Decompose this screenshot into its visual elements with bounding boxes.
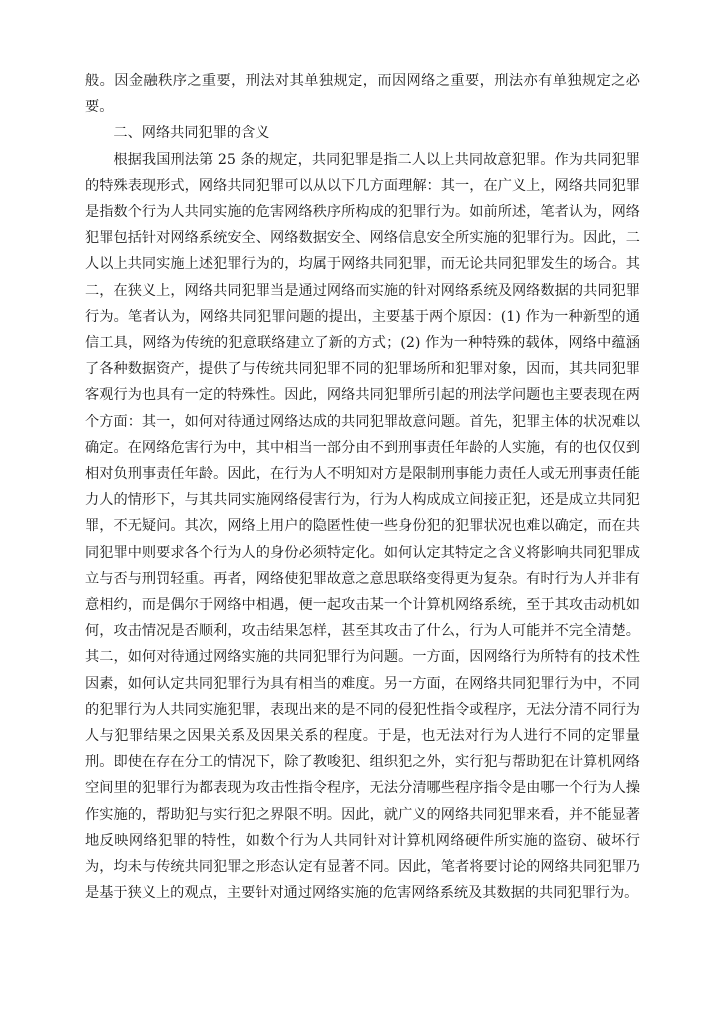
section-heading: 二、网络共同犯罪的含义 [113,125,270,142]
carryover-paragraph: 般。因金融秩序之重要，刑法对其单独规定，而因网络之重要，刑法亦有单独规定之必要。 [85,73,640,116]
document-body [85,68,640,907]
body-paragraph: 根据我国刑法第 25 条的规定，共同犯罪是指二人以上共同故意犯罪。作为共同犯罪的特殊表现形式，网络共同犯罪可以从以下几方面理解：其一，在广义上，网络共同犯罪是指数个行为人共同实施的危害网络秩序所构成的犯罪行为。如前所述，笔者认为，网络犯罪包括针对网络系统安全、网络数据安全、网络信息安全所实施的犯罪行为。因此，二人以上共同实施上述犯罪行为的，均属于网络共同犯罪，而无论共同犯罪发生的场合。其二，在狭义上，网络共同犯罪当是通过网络而实施的针对网络系统及网络数据的共同犯罪行为。笔者认为，网络共同犯罪问题的提出，主要基于两个原因：(1) 作为一种新型的通信工具，网络为传统的犯意联络建立了新的方式；(2) 作为一种特殊的载体，网络中蕴涵了各种数据资产，提供了与传统共同犯罪不同的犯罪场所和犯罪对象，因而，其共同犯罪客观行为也具有一定的特殊性。因此，网络共同犯罪所引起的刑法学问题也主要表现在两个方面：其一，如何对待通过网络达成的共同犯罪故意问题。首先，犯罪主体的状况难以确定。在网络危害行为中，其中相当一部分由不到刑事责任年龄的人实施，有的也仅仅到相对负刑事责任年龄。因此，在行为人不明知对方是限制刑事能力责任人或无刑事责任能力人的情形下，与其共同实施网络侵害行为，行为人构成成立间接正犯，还是成立共同犯罪，不无疑问。其次，网络上用户的隐匿性使一些身份犯的犯罪状况也难以确定，而在共同犯罪中则要求各个行为人的身份必须特定化。如何认定其特定之含义将影响共同犯罪成立与否与刑罚轻重。再者，网络使犯罪故意之意思联络变得更为复杂。有时行为人并非有意相约，而是偶尔于网络中相遇，便一起攻击某一个计算机网络系统，至于其攻击动机如何，攻击情况是否顺利，攻击结果怎样，甚至其攻击了什么，行为人可能并不完全清楚。其二，如何对待通过网络实施的共同犯罪行为问题。一方面，因网络行为所特有的技术性因素，如何认定共同犯罪行为具有相当的难度。另一方面，在网络共同犯罪行为中，不同的犯罪行为人共同实施犯罪，表现出来的是不同的侵犯性指令或程序，无法分清不同行为人与犯罪结果之因果关系及因果关系的程度。于是，也无法对行为人进行不同的定罪量刑。即使在存在分工的情况下，除了教唆犯、组织犯之外，实行犯与帮助犯在计算机网络空间里的犯罪行为都表现为攻击性指令程序，无法分清哪些程序指令是由哪一个行为人操作实施的，帮助犯与实行犯之界限不明。因此，就广义的网络共同犯罪来看，并不能显著地反映网络犯罪的特性，如数个行为人共同针对计算机网络硬件所实施的盗窃、破坏行为，均未与传统共同犯罪之形态认定有显著不同。因此，笔者将要讨论的网络共同犯罪乃是基于狭义上的观点，主要针对通过网络实施的危害网络系统及其数据的共同犯罪行为。 [85,151,640,902]
